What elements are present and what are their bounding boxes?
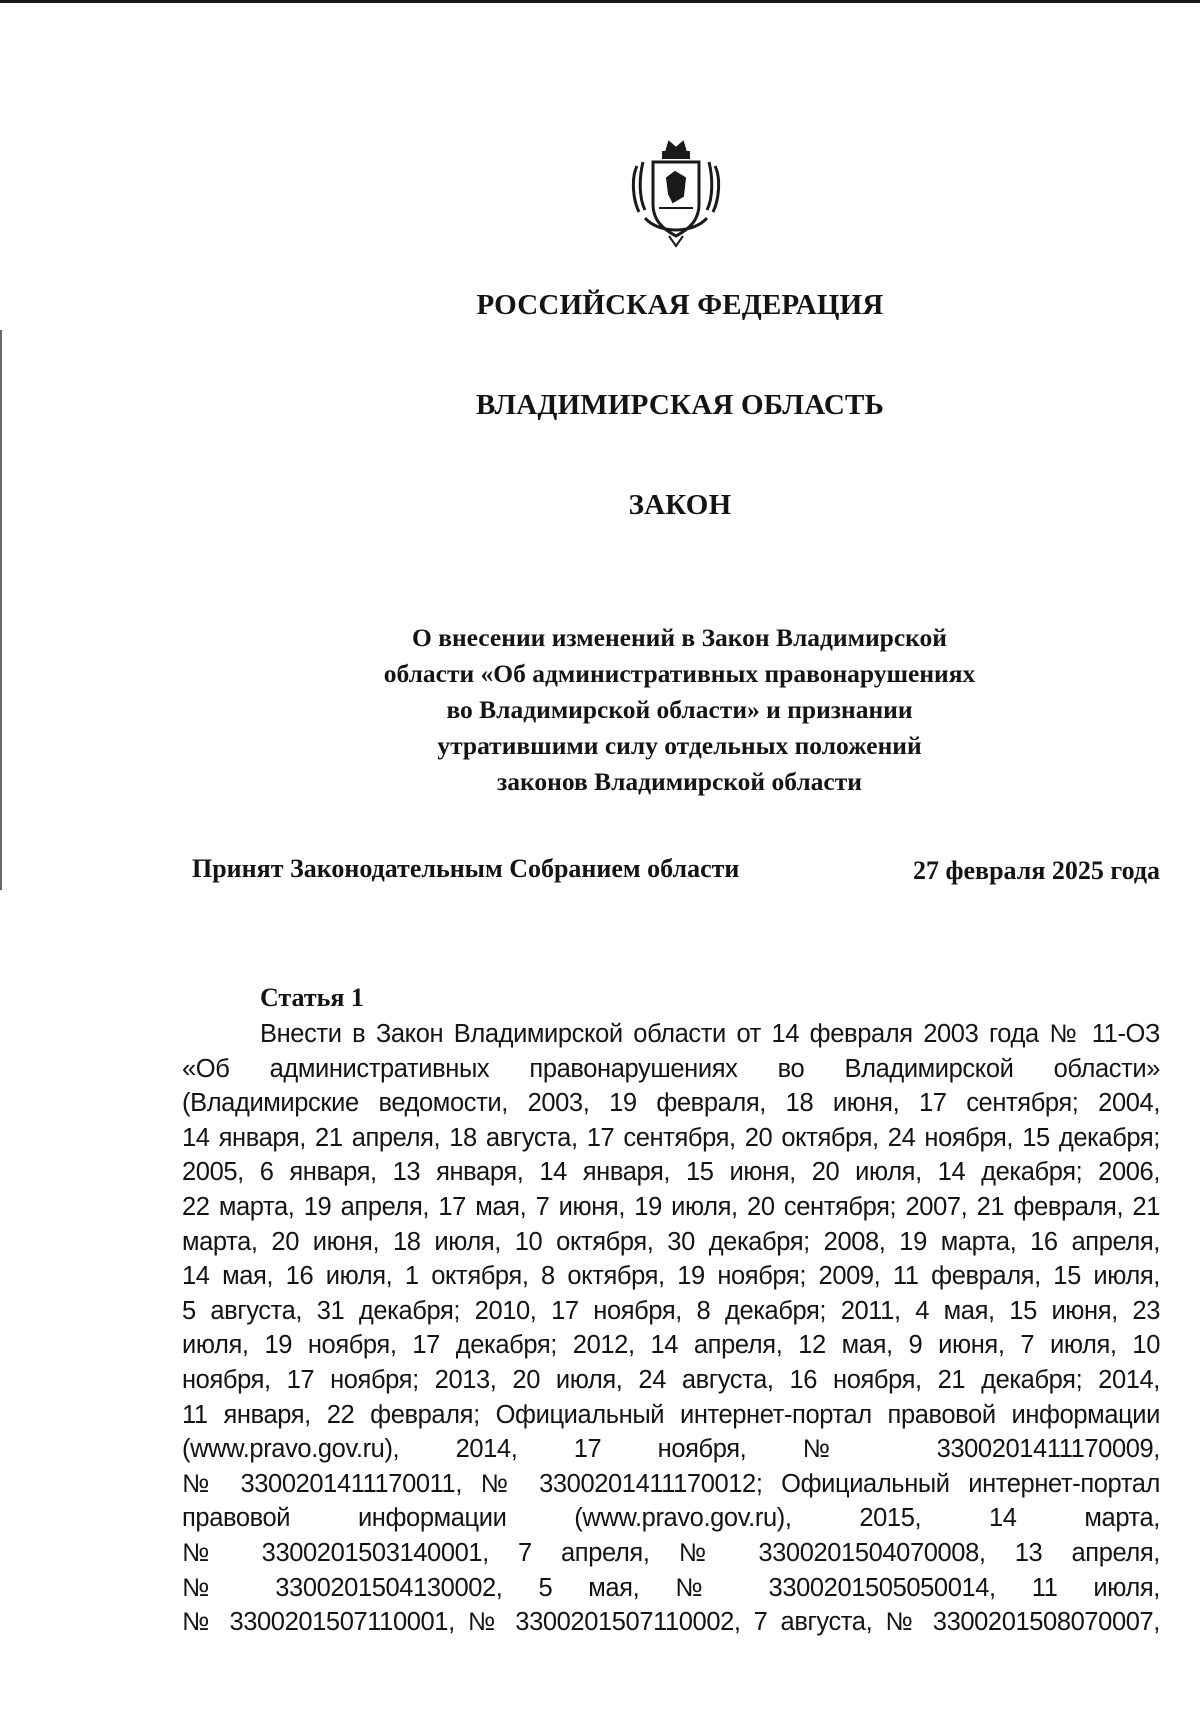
body-line: правовой информации (www.pravo.gov.ru), 2015, 14 марта, — [182, 1504, 1160, 1533]
body-line: № 3300201503140001, 7 апреля, № 3300201504070008, 13 апреля, — [182, 1538, 1160, 1567]
body-line: (Владимирские ведомости, 2003, 19 февраля, 18 июня, 17 сентября; 2004, — [182, 1089, 1160, 1118]
law-title-line: во Владимирской области» и признании — [446, 695, 913, 724]
document-type: ЗАКОН — [628, 489, 732, 521]
law-title-line: законов Владимирской области — [497, 767, 862, 796]
body-line: 14 мая, 16 июля, 1 октября, 8 октября, 19 ноября; 2009, 11 февраля, 15 июля, — [182, 1262, 1160, 1291]
body-line: № 3300201411170011, № 3300201411170012; Официальный интернет-портал — [182, 1469, 1160, 1498]
body-line: июля, 19 ноября, 17 декабря; 2012, 14 апреля, 12 мая, 9 июня, 7 июля, 10 — [182, 1331, 1160, 1360]
article-body — [182, 1017, 1160, 1640]
body-line: № 3300201507110001, № 3300201507110002, 7 августа, № 3300201508070007, — [182, 1608, 1160, 1637]
header-region: ВЛАДИМИРСКАЯ ОБЛАСТЬ — [476, 389, 884, 421]
law-title — [282, 620, 1077, 800]
body-line: ноября, 17 ноября; 2013, 20 июля, 24 августа, 16 ноября, 21 декабря; 2014, — [182, 1365, 1160, 1394]
scan-top-edge — [0, 0, 1200, 3]
adoption-date: 27 февраля 2025 года — [913, 856, 1160, 885]
body-line: 2005, 6 января, 13 января, 14 января, 15 июня, 20 июля, 14 декабря; 2006, — [182, 1158, 1160, 1187]
body-line: 22 марта, 19 апреля, 17 мая, 7 июня, 19 июля, 20 сентября; 2007, 21 февраля, 21 — [182, 1192, 1160, 1221]
body-line: «Об административных правонарушениях во Владимирской области» — [182, 1054, 1160, 1083]
body-line: марта, 20 июня, 18 июля, 10 октября, 30 декабря; 2008, 19 марта, 16 апреля, — [182, 1227, 1160, 1256]
adoption-label: Принят Законодательным Собранием области — [192, 854, 740, 883]
body-line: № 3300201504130002, 5 мая, № 3300201505050014, 11 июля, — [182, 1573, 1160, 1602]
body-line: 14 января, 21 апреля, 18 августа, 17 сентября, 20 октября, 24 ноября, 15 декабря; — [182, 1123, 1160, 1152]
body-line: 5 августа, 31 декабря; 2010, 17 ноября, 8 декабря; 2011, 4 мая, 15 июня, 23 — [182, 1296, 1160, 1325]
coat-of-arms-icon — [629, 138, 723, 250]
body-line: (www.pravo.gov.ru), 2014, 17 ноября, № 3300201411170009, — [182, 1435, 1160, 1464]
body-line: Внести в Закон Владимирской области от 14 февраля 2003 года № 11-ОЗ — [260, 1020, 1160, 1048]
article-title: Статья 1 — [260, 983, 364, 1012]
law-title-line: утратившими силу отдельных положений — [437, 731, 922, 760]
header-country: РОССИЙСКАЯ ФЕДЕРАЦИЯ — [476, 289, 884, 321]
body-line: 11 января, 22 февраля; Официальный интернет-портал правовой информации — [182, 1400, 1160, 1429]
law-title-line: области «Об административных правонарушениях — [383, 659, 976, 688]
law-title-line: О внесении изменений в Закон Владимирской — [412, 623, 947, 652]
